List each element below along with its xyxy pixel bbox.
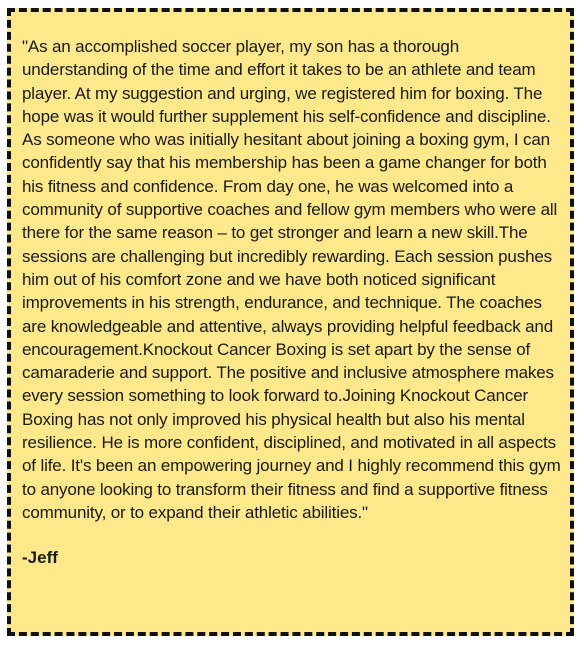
testimonial-author: -Jeff [22,548,58,568]
testimonial-quote: "As an accomplished soccer player, my son has a thorough understanding of the time and effort it takes to be an athlete and team player. At my suggestion and urging, we registered him for boxing. The hope was it would further supplement his self-confidence and discipline. As someone who was initially hesitant about joining a boxing gym, I can confidently say that his membership has been a game changer for both his fitness and confidence. From day one, he was welcomed into a community of supportive coaches and fellow gym members who were all there for the same reason – to get stronger and learn a new skill.The sessions are challenging but incredibly rewarding. Each session pushes him out of his comfort zone and we have both noticed significant improvements in his strength, endurance, and technique. The coaches are knowledgeable and attentive, always providing helpful feedback and encouragement.Knockout Cancer Boxing is set apart by the sense of camaraderie and support. The positive and inclusive atmosphere makes every session something to look forward to.Joining Knockout Cancer Boxing has not only improved his physical health but also his mental resilience. He is more confident, disciplined, and motivated in all aspects of life. It's been an empowering journey and I highly recommend this gym to anyone looking to transform their fitness and find a supportive fitness community, or to expand their athletic abilities." [22,37,561,522]
testimonial-card [7,8,574,636]
